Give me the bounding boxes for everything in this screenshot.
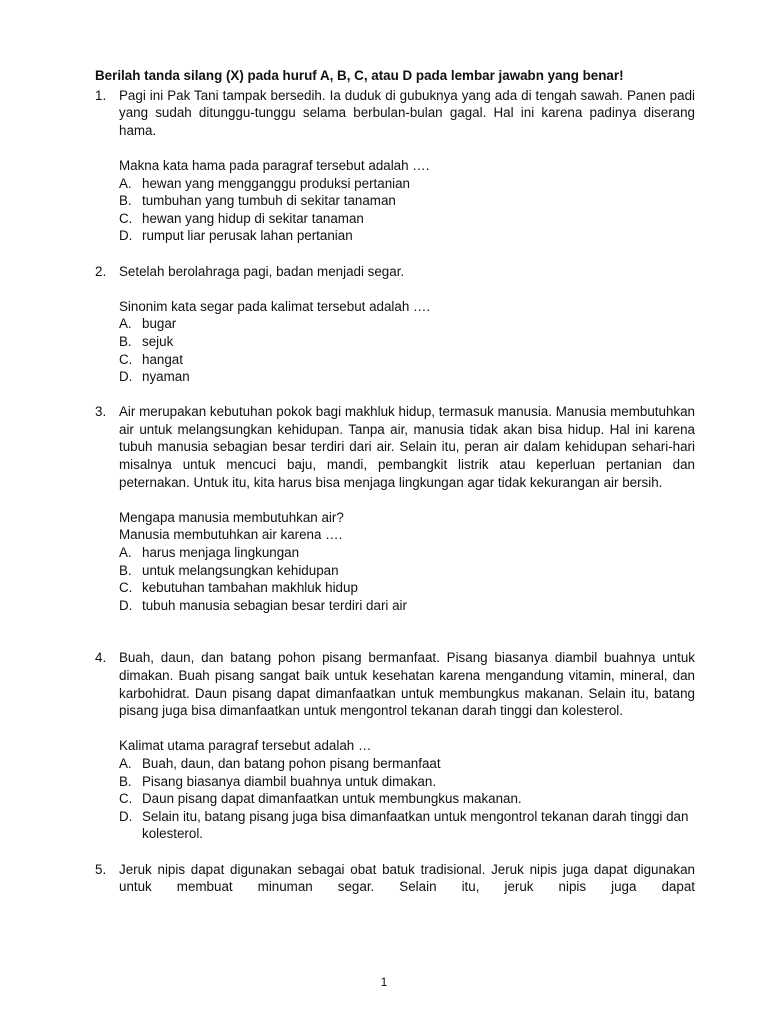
question-number: 3. bbox=[95, 404, 107, 420]
option-text: sejuk bbox=[142, 333, 174, 349]
option-text: Selain itu, batang pisang juga bisa dimanfaatkan untuk mengontrol tekanan darah tinggi dan kolesterol. bbox=[142, 808, 689, 842]
option-d[interactable] bbox=[119, 368, 695, 386]
question-number: 2. bbox=[95, 263, 107, 279]
option-d[interactable] bbox=[119, 808, 695, 843]
option-letter: D. bbox=[119, 808, 133, 824]
option-letter: D. bbox=[119, 228, 133, 244]
instruction: Berilah tanda silang (X) pada huruf A, B, C, atau D pada lembar jawabn yang benar! bbox=[95, 68, 624, 83]
question-paragraph: Pagi ini Pak Tani tampak bersedih. Ia duduk di gubuknya yang ada di tengah sawah. Panen padi yang sudah ditunggu-tunggu selama berbulan-bulan gagal. Hal ini karena padinya diserang hama. bbox=[119, 87, 695, 138]
option-text: Daun pisang dapat dimanfaatkan untuk membungkus makanan. bbox=[142, 791, 522, 807]
option-text: bugar bbox=[142, 316, 177, 332]
option-text: kebutuhan tambahan makhluk hidup bbox=[142, 580, 358, 596]
option-c[interactable] bbox=[119, 210, 695, 228]
option-letter: B. bbox=[119, 562, 132, 578]
question-prompt: Mengapa manusia membutuhkan air? bbox=[119, 509, 344, 525]
option-list bbox=[119, 544, 695, 614]
option-letter: A. bbox=[119, 755, 132, 771]
option-text: tumbuhan yang tumbuh di sekitar tanaman bbox=[142, 193, 396, 209]
option-text: nyaman bbox=[142, 369, 190, 385]
option-letter: C. bbox=[119, 580, 133, 596]
question-paragraph: Air merupakan kebutuhan pokok bagi makhluk hidup, termasuk manusia. Manusia membutuhkan air untuk melangsungkan kehidupan. Tanpa air, manusia tidak akan bisa hidup. Hal ini karena tubuh manusia sebagian besar terdiri dari air. Selain itu, peran air dalam kehidupan sehari-hari misalnya untuk mencuci baju, mandi, pembangkit listrik atau keperluan pertanian dan peternakan. Untuk itu, kita harus bisa menjaga lingkungan agar tidak kekurangan air bersih. bbox=[119, 404, 695, 490]
option-text: tubuh manusia sebagian besar terdiri dari air bbox=[142, 597, 407, 613]
question-prompt: Sinonim kata segar pada kalimat tersebut adalah …. bbox=[119, 298, 431, 314]
option-list bbox=[119, 175, 695, 245]
option-b[interactable] bbox=[119, 192, 695, 210]
question-3 bbox=[95, 403, 695, 614]
question-prompt: Kalimat utama paragraf tersebut adalah … bbox=[119, 738, 372, 754]
option-b[interactable] bbox=[119, 333, 695, 351]
option-text: Buah, daun, dan batang pohon pisang bermanfaat bbox=[142, 755, 441, 771]
option-c[interactable] bbox=[119, 790, 695, 808]
option-c[interactable] bbox=[119, 351, 695, 369]
question-paragraph: Jeruk nipis dapat digunakan sebagai obat batuk tradisional. Jeruk nipis juga dapat digunakan untuk membuat minuman segar. Selain itu, jeruk nipis juga dapat bbox=[119, 861, 695, 895]
option-d[interactable] bbox=[119, 227, 695, 245]
option-letter: C. bbox=[119, 351, 133, 367]
question-paragraph: Buah, daun, dan batang pohon pisang bermanfaat. Pisang biasanya diambil buahnya untuk dimakan. Buah pisang sangat baik untuk kesehatan karena mengandung vitamin, mineral, dan karbohidrat. Daun pisang dapat dimanfaatkan untuk membungkus makanan. Selain itu, batang pisang juga bisa dimanfaatkan untuk mengontrol tekanan darah tinggi dan kolesterol. bbox=[119, 650, 695, 719]
question-number: 5. bbox=[95, 861, 107, 877]
option-b[interactable] bbox=[119, 773, 695, 791]
option-text: Pisang biasanya diambil buahnya untuk dimakan. bbox=[142, 773, 437, 789]
question-number: 1. bbox=[95, 87, 107, 103]
option-a[interactable] bbox=[119, 175, 695, 193]
option-a[interactable] bbox=[119, 315, 695, 333]
page-number: 1 bbox=[380, 975, 388, 989]
option-letter: D. bbox=[119, 597, 133, 613]
option-list bbox=[119, 315, 695, 385]
question-paragraph: Setelah berolahraga pagi, badan menjadi segar. bbox=[119, 263, 405, 279]
option-b[interactable] bbox=[119, 562, 695, 580]
question-4 bbox=[95, 649, 695, 843]
question-1 bbox=[95, 87, 695, 245]
option-d[interactable] bbox=[119, 597, 695, 615]
option-text: hewan yang mengganggu produksi pertanian bbox=[142, 175, 411, 191]
option-text: hewan yang hidup di sekitar tanaman bbox=[142, 210, 364, 226]
option-text: rumput liar perusak lahan pertanian bbox=[142, 228, 353, 244]
option-c[interactable] bbox=[119, 579, 695, 597]
option-letter: B. bbox=[119, 333, 132, 349]
option-text: harus menjaga lingkungan bbox=[142, 545, 300, 561]
option-letter: A. bbox=[119, 175, 132, 191]
option-letter: B. bbox=[119, 773, 132, 789]
question-2 bbox=[95, 263, 695, 386]
option-letter: A. bbox=[119, 545, 132, 561]
option-letter: B. bbox=[119, 193, 132, 209]
question-prompt-continuation: Manusia membutuhkan air karena …. bbox=[119, 527, 343, 543]
option-a[interactable] bbox=[119, 755, 695, 773]
option-text: untuk melangsungkan kehidupan bbox=[142, 562, 339, 578]
question-5 bbox=[95, 861, 695, 896]
option-text: hangat bbox=[142, 351, 183, 367]
option-letter: A. bbox=[119, 316, 132, 332]
question-number: 4. bbox=[95, 650, 107, 666]
option-list bbox=[119, 755, 695, 843]
option-letter: D. bbox=[119, 369, 133, 385]
option-a[interactable] bbox=[119, 544, 695, 562]
option-letter: C. bbox=[119, 791, 133, 807]
worksheet-page bbox=[95, 67, 695, 896]
option-letter: C. bbox=[119, 210, 133, 226]
question-prompt: Makna kata hama pada paragraf tersebut adalah …. bbox=[119, 157, 430, 173]
